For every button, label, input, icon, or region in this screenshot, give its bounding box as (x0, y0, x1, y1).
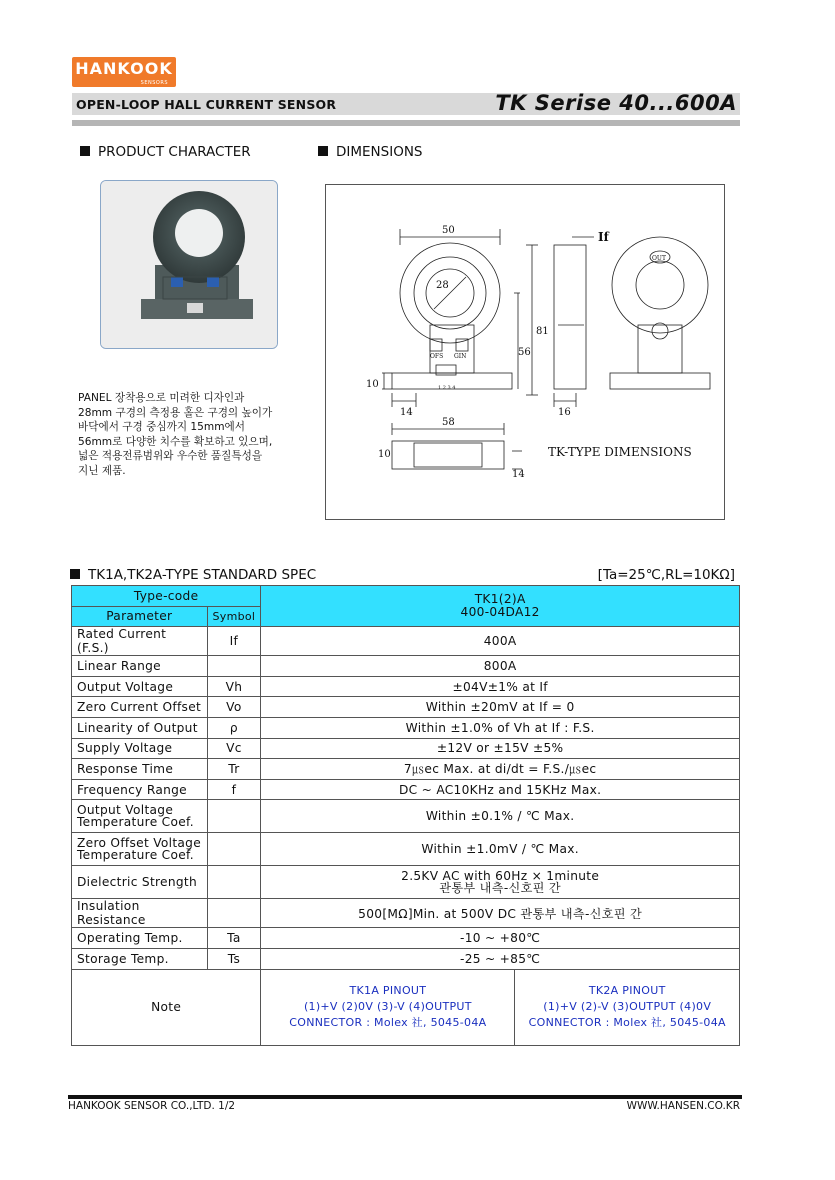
parameter-header: Parameter (72, 606, 208, 627)
table-row (72, 969, 740, 1045)
bullet-square-icon (70, 569, 80, 579)
spec-conditions: [Ta=25℃,RL=10KΩ] (597, 567, 735, 583)
dimension-drawing (325, 184, 725, 520)
sensor-photo-illustration (101, 181, 277, 348)
table-row: Storage Temp. Ts -25 ~ +85℃ (72, 948, 740, 969)
dim-58-label: 58 (442, 417, 455, 428)
product-description: PANEL 장착용으로 미려한 디자인과 28mm 구경의 측정용 홀은 구경의 높이가 바닥에서 구경 중심까지 15mm에서 56mm로 다양한 치수를 확보하고 있으며, 넓은 적용전류범위와 우수한 품질특성을 지닌 제품. (78, 392, 273, 477)
product-photo (100, 180, 278, 349)
table-row: Operating Temp. Ta -10 ~ +80℃ (72, 928, 740, 949)
footer-website: WWW.HANSEN.CO.KR (626, 1100, 740, 1112)
section-dimensions: DIMENSIONS (318, 144, 423, 160)
symbol-header: Symbol (207, 606, 261, 627)
note-label: Note (72, 969, 261, 1045)
type-code-header: Type-code (72, 586, 261, 607)
dim-10-label: 10 (366, 379, 379, 390)
pin-numbers-label: 1 2 3 4 (438, 385, 456, 391)
header-divider (72, 120, 740, 126)
drawing-caption: TK-TYPE DIMENSIONS (548, 445, 692, 459)
section-product-character: PRODUCT CHARACTER (80, 144, 251, 160)
table-row: Output Voltage Temperature Coef. Within ±0.1% / ℃ Max. (72, 800, 740, 833)
logo-subtext: SENSORS (140, 80, 168, 86)
bullet-square-icon (80, 146, 90, 156)
footer-company: HANKOOK SENSOR CO.,LTD. 1/2 (68, 1100, 236, 1112)
model-header: TK1(2)A 400-04DA12 (261, 586, 740, 627)
dim-14b-label: 14 (512, 469, 525, 480)
gin-label: GIN (454, 353, 467, 360)
table-row: Insulation Resistance 500[MΩ]Min. at 500V DC 관통부 내측-신호핀 간 (72, 899, 740, 928)
table-row: Frequency Range f DC ~ AC10KHz and 15KHz Max. (72, 779, 740, 800)
spec-table (71, 585, 740, 1046)
side-view (526, 237, 594, 407)
tk1a-pinout: TK1A PINOUT (1)+V (2)0V (3)-V (4)OUTPUT CONNECTOR : Molex 社, 5045-04A (261, 969, 515, 1045)
company-logo (72, 57, 176, 87)
tk2a-pinout: TK2A PINOUT (1)+V (2)-V (3)OUTPUT (4)0V CONNECTOR : Molex 社, 5045-04A (515, 969, 740, 1045)
table-row: Rated Current (F.S.) If 400A (72, 627, 740, 656)
out-label: OUT (652, 255, 666, 262)
product-category: OPEN-LOOP HALL CURRENT SENSOR (76, 97, 337, 112)
table-row: Zero Current Offset Vo Within ±20mV at If = 0 (72, 697, 740, 718)
table-row: Linear Range 800A (72, 656, 740, 677)
if-label: If (598, 230, 609, 244)
bullet-square-icon (318, 146, 328, 156)
table-row: Response Time Tr 7㎲ec Max. at di/dt = F.S./㎲ec (72, 759, 740, 780)
dim-56-label: 56 (518, 347, 531, 358)
table-row: Output Voltage Vh ±04V±1% at If (72, 676, 740, 697)
footer-divider (68, 1095, 742, 1099)
table-row: Linearity of Output ρ Within ±1.0% of Vh at If : F.S. (72, 717, 740, 738)
table-row: Supply Voltage Vc ±12V or ±15V ±5% (72, 738, 740, 759)
table-row (72, 586, 740, 607)
dim-50-label: 50 (442, 225, 455, 236)
bottom-view (392, 423, 522, 469)
table-row: Dielectric Strength 2.5KV AC with 60Hz × 1minute 관통부 내측-신호핀 간 (72, 866, 740, 899)
logo-text: HANKOOK (75, 59, 173, 78)
dim-28-label: 28 (436, 280, 449, 291)
dim-81-label: 81 (536, 326, 549, 337)
spec-section-title: TK1A,TK2A-TYPE STANDARD SPEC (70, 567, 316, 583)
dim-16-label: 16 (558, 407, 571, 418)
dim-14-label: 14 (400, 407, 413, 418)
front-view (382, 229, 520, 407)
ofs-label: OFS (430, 353, 444, 360)
series-title: TK Serise 40...600A (495, 91, 737, 115)
table-row: Zero Offset Voltage Temperature Coef. Within ±1.0mV / ℃ Max. (72, 833, 740, 866)
dim-10b-label: 10 (378, 449, 391, 460)
